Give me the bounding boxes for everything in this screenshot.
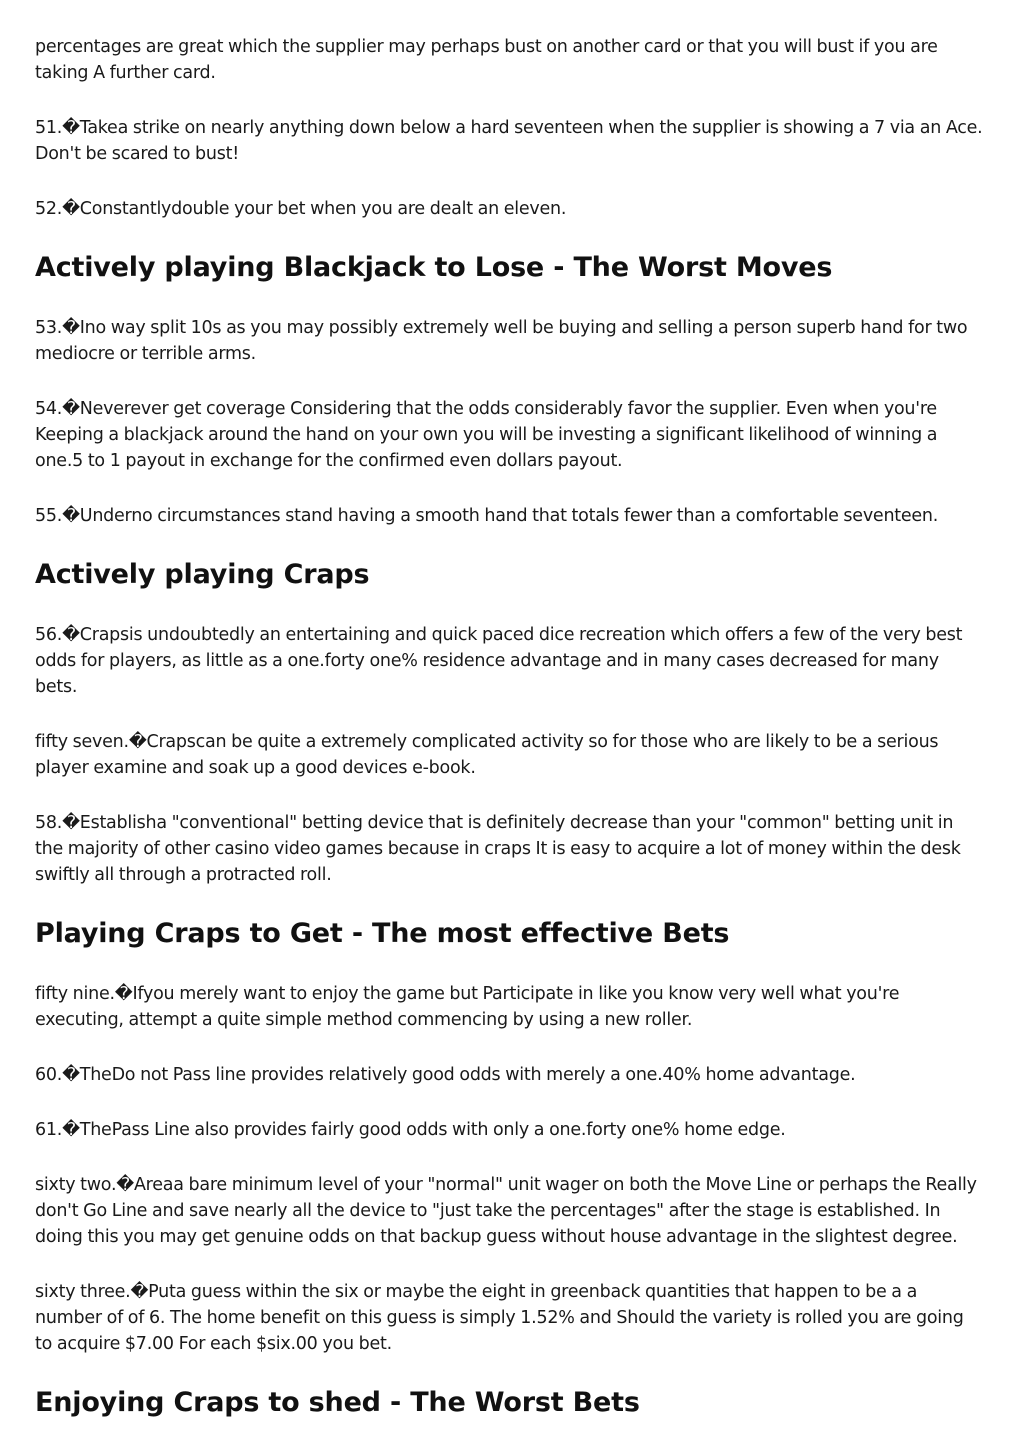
paragraph-tip-58: 58.�Establisha "conventional" betting device that is definitely decrease than your "common" betting unit in the majority of other casino video games because in craps It is easy to acquire a lot of money within the desk swiftly all through a protracted roll. bbox=[35, 813, 961, 885]
paragraph-tip-60: 60.�TheDo not Pass line provides relatively good odds with merely a one.40% home advantage. bbox=[35, 1065, 856, 1085]
paragraph-tip-59: fifty nine.�Ifyou merely want to enjoy the game but Participate in like you know very well what you're executing, attempt a quite simple method commencing by using a new roller. bbox=[35, 984, 900, 1030]
paragraph-tip-54: 54.�Neverever get coverage Considering that the odds considerably favor the supplier. Even when you're Keeping a blackjack around the hand on your own you will be investing a significant likelihood of winning a one.5 to 1 payout in exchange for the confirmed even dollars payout. bbox=[35, 399, 938, 471]
document-body bbox=[35, 34, 985, 1450]
paragraph-tip-63: sixty three.�Puta guess within the six or maybe the eight in greenback quantities that happen to be a a number of of 6. The home benefit on this guess is simply 1.52% and Should the variety is rolled you are going to acquire $7.00 For each $six.00 you bet. bbox=[35, 1282, 964, 1354]
heading-playing-craps: Actively playing Craps bbox=[35, 559, 370, 590]
heading-craps-worst-bets: Enjoying Craps to shed - The Worst Bets bbox=[35, 1387, 640, 1418]
heading-craps-best-bets: Playing Craps to Get - The most effective Bets bbox=[35, 918, 730, 949]
paragraph-tip-53: 53.�Ino way split 10s as you may possibly extremely well be buying and selling a person superb hand for two mediocre or terrible arms. bbox=[35, 318, 968, 364]
paragraph-tip-52: 52.�Constantlydouble your bet when you are dealt an eleven. bbox=[35, 199, 567, 219]
paragraph-tip-57: fifty seven.�Crapscan be quite a extremely complicated activity so for those who are likely to be a serious player examine and soak up a good devices e-book. bbox=[35, 732, 939, 778]
paragraph-tip-56: 56.�Crapsis undoubtedly an entertaining and quick paced dice recreation which offers a few of the very best odds for players, as little as a one.forty one% residence advantage and in many cases decreased for many bets. bbox=[35, 625, 963, 697]
paragraph-tip-62: sixty two.�Areaa bare minimum level of your "normal" unit wager on both the Move Line or perhaps the Really don't Go Line and save nearly all the device to "just take the percentages" after the stage is established. In doing this you may get genuine odds on that backup guess without house advantage in the slightest degree. bbox=[35, 1175, 977, 1247]
paragraph-tip-51: 51.�Takea strike on nearly anything down below a hard seventeen when the supplier is showing a 7 via an Ace. Don't be scared to bust! bbox=[35, 118, 983, 164]
paragraph-odds-bust: percentages are great which the supplier may perhaps bust on another card or that you will bust if you are taking A further card. bbox=[35, 37, 938, 83]
heading-blackjack-worst-moves: Actively playing Blackjack to Lose - The Worst Moves bbox=[35, 252, 833, 283]
paragraph-tip-61: 61.�ThePass Line also provides fairly good odds with only a one.forty one% home edge. bbox=[35, 1120, 786, 1140]
paragraph-tip-55: 55.�Underno circumstances stand having a smooth hand that totals fewer than a comfortable seventeen. bbox=[35, 506, 939, 526]
